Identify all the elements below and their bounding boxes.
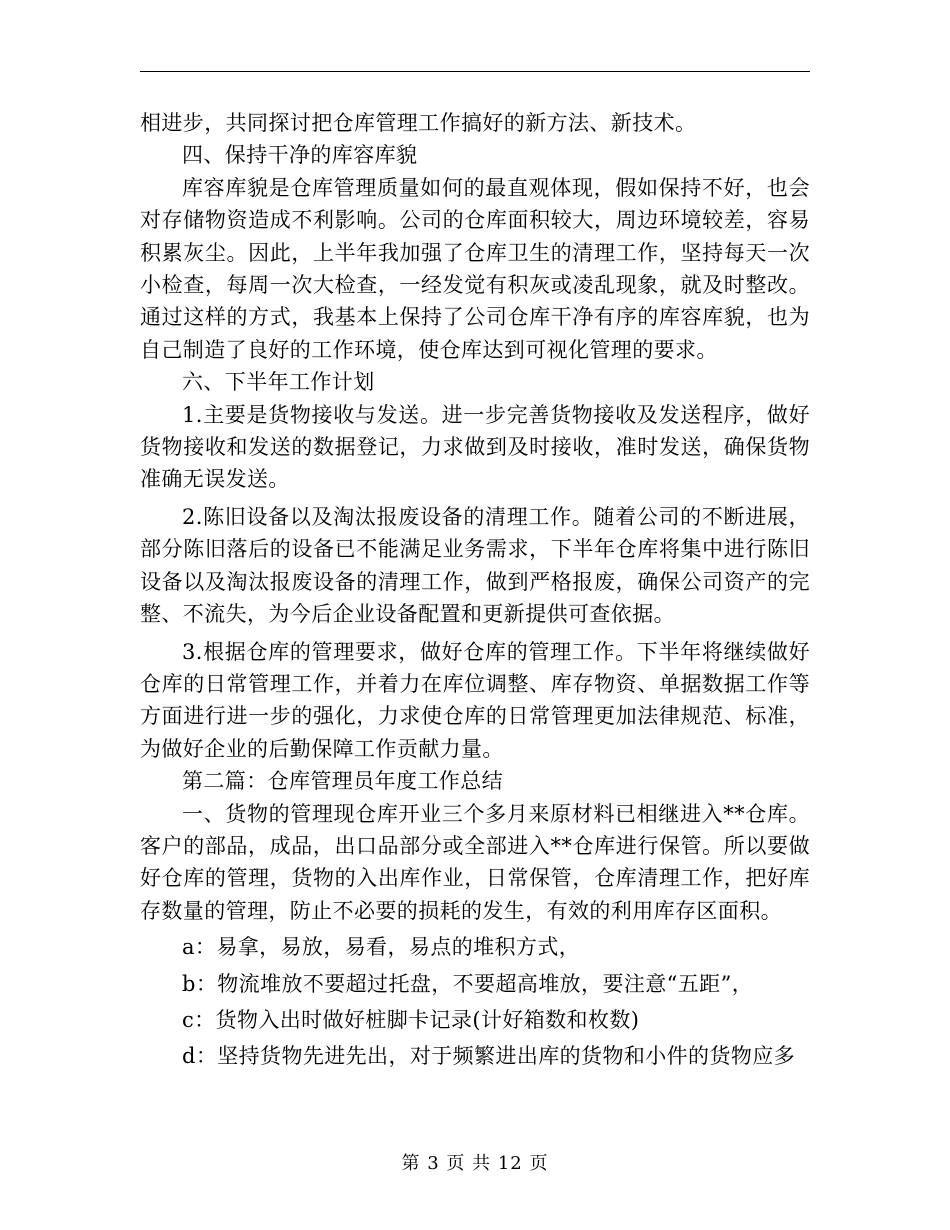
plan-item-1: 1.主要是货物接收与发送。进一步完善货物接收及发送程序，做好货物接收和发送的数据登记，力求做到及时接收，准时发送，确保货物准确无误发送。 <box>140 402 810 492</box>
page-number-label: 第 3 页 共 12 页 <box>401 1153 549 1174</box>
list-item-c: c：货物入出时做好桩脚卡记录(计好箱数和枚数) <box>182 1007 640 1032</box>
chapter-heading-second: 第二篇：仓库管理员年度工作总结 <box>182 769 503 794</box>
section-heading-keep-clean: 四、保持干净的库容库貌 <box>182 143 418 168</box>
header-rule <box>140 71 810 72</box>
paragraph-warehouse-appearance: 库容库貌是仓库管理质量如何的最直观体现，假如保持不好，也会对存储物资造成不利影响。公司的仓库面积较大，周边环境较差，容易积累灰尘。因此，上半年我加强了仓库卫生的清理工作，坚持每天一次小检查，每周一次大检查，一经发觉有积灰或凌乱现象，就及时整改。通过这样的方式，我基本上保持了公司仓库干净有序的库容库貌，也为自己制造了良好的工作环境，使仓库达到可视化管理的要求。 <box>140 175 810 362</box>
section-heading-second-half-plan: 六、下半年工作计划 <box>182 370 375 395</box>
paragraph-continuation: 相进步，共同探讨把仓库管理工作搞好的新方法、新技术。 <box>140 111 697 135</box>
plan-item-3: 3.根据仓库的管理要求，做好仓库的管理工作。下半年将继续做好仓库的日常管理工作，并着力在库位调整、库存物资、单据数据工作等方面进行进一步的强化，力求使仓库的日常管理更加法律规范、标准，为做好企业的后勤保障工作贡献力量。 <box>140 639 810 761</box>
list-item-b: b：物流堆放不要超过托盘，不要超高堆放，要注意“五距”， <box>182 971 754 996</box>
plan-item-2: 2.陈旧设备以及淘汰报废设备的清理工作。随着公司的不断进展，部分陈旧落后的设备已不能满足业务需求，下半年仓库将集中进行陈旧设备以及淘汰报废设备的清理工作，做到严格报废，确保公司资产的完整、不流失，为今后企业设备配置和更新提供可查依据。 <box>140 504 810 627</box>
document-body <box>140 107 810 1073</box>
page-footer <box>0 1152 950 1176</box>
list-item-d: d：坚持货物先进先出，对于频繁进出库的货物和小件的货物应多 <box>182 1044 796 1069</box>
list-item-a: a：易拿，易放，易看，易点的堆积方式， <box>182 935 581 960</box>
paragraph-goods-management: 一、货物的管理现仓库开业三个多月来原材料已相继进入**仓库。客户的部品，成品，出口品部分或全部进入**仓库进行保管。所以要做好仓库的管理，货物的入出库作业，日常保管，仓库清理工作，把好库存数量的管理，防止不必要的损耗的发生，有效的利用库存区面积。 <box>140 801 810 923</box>
